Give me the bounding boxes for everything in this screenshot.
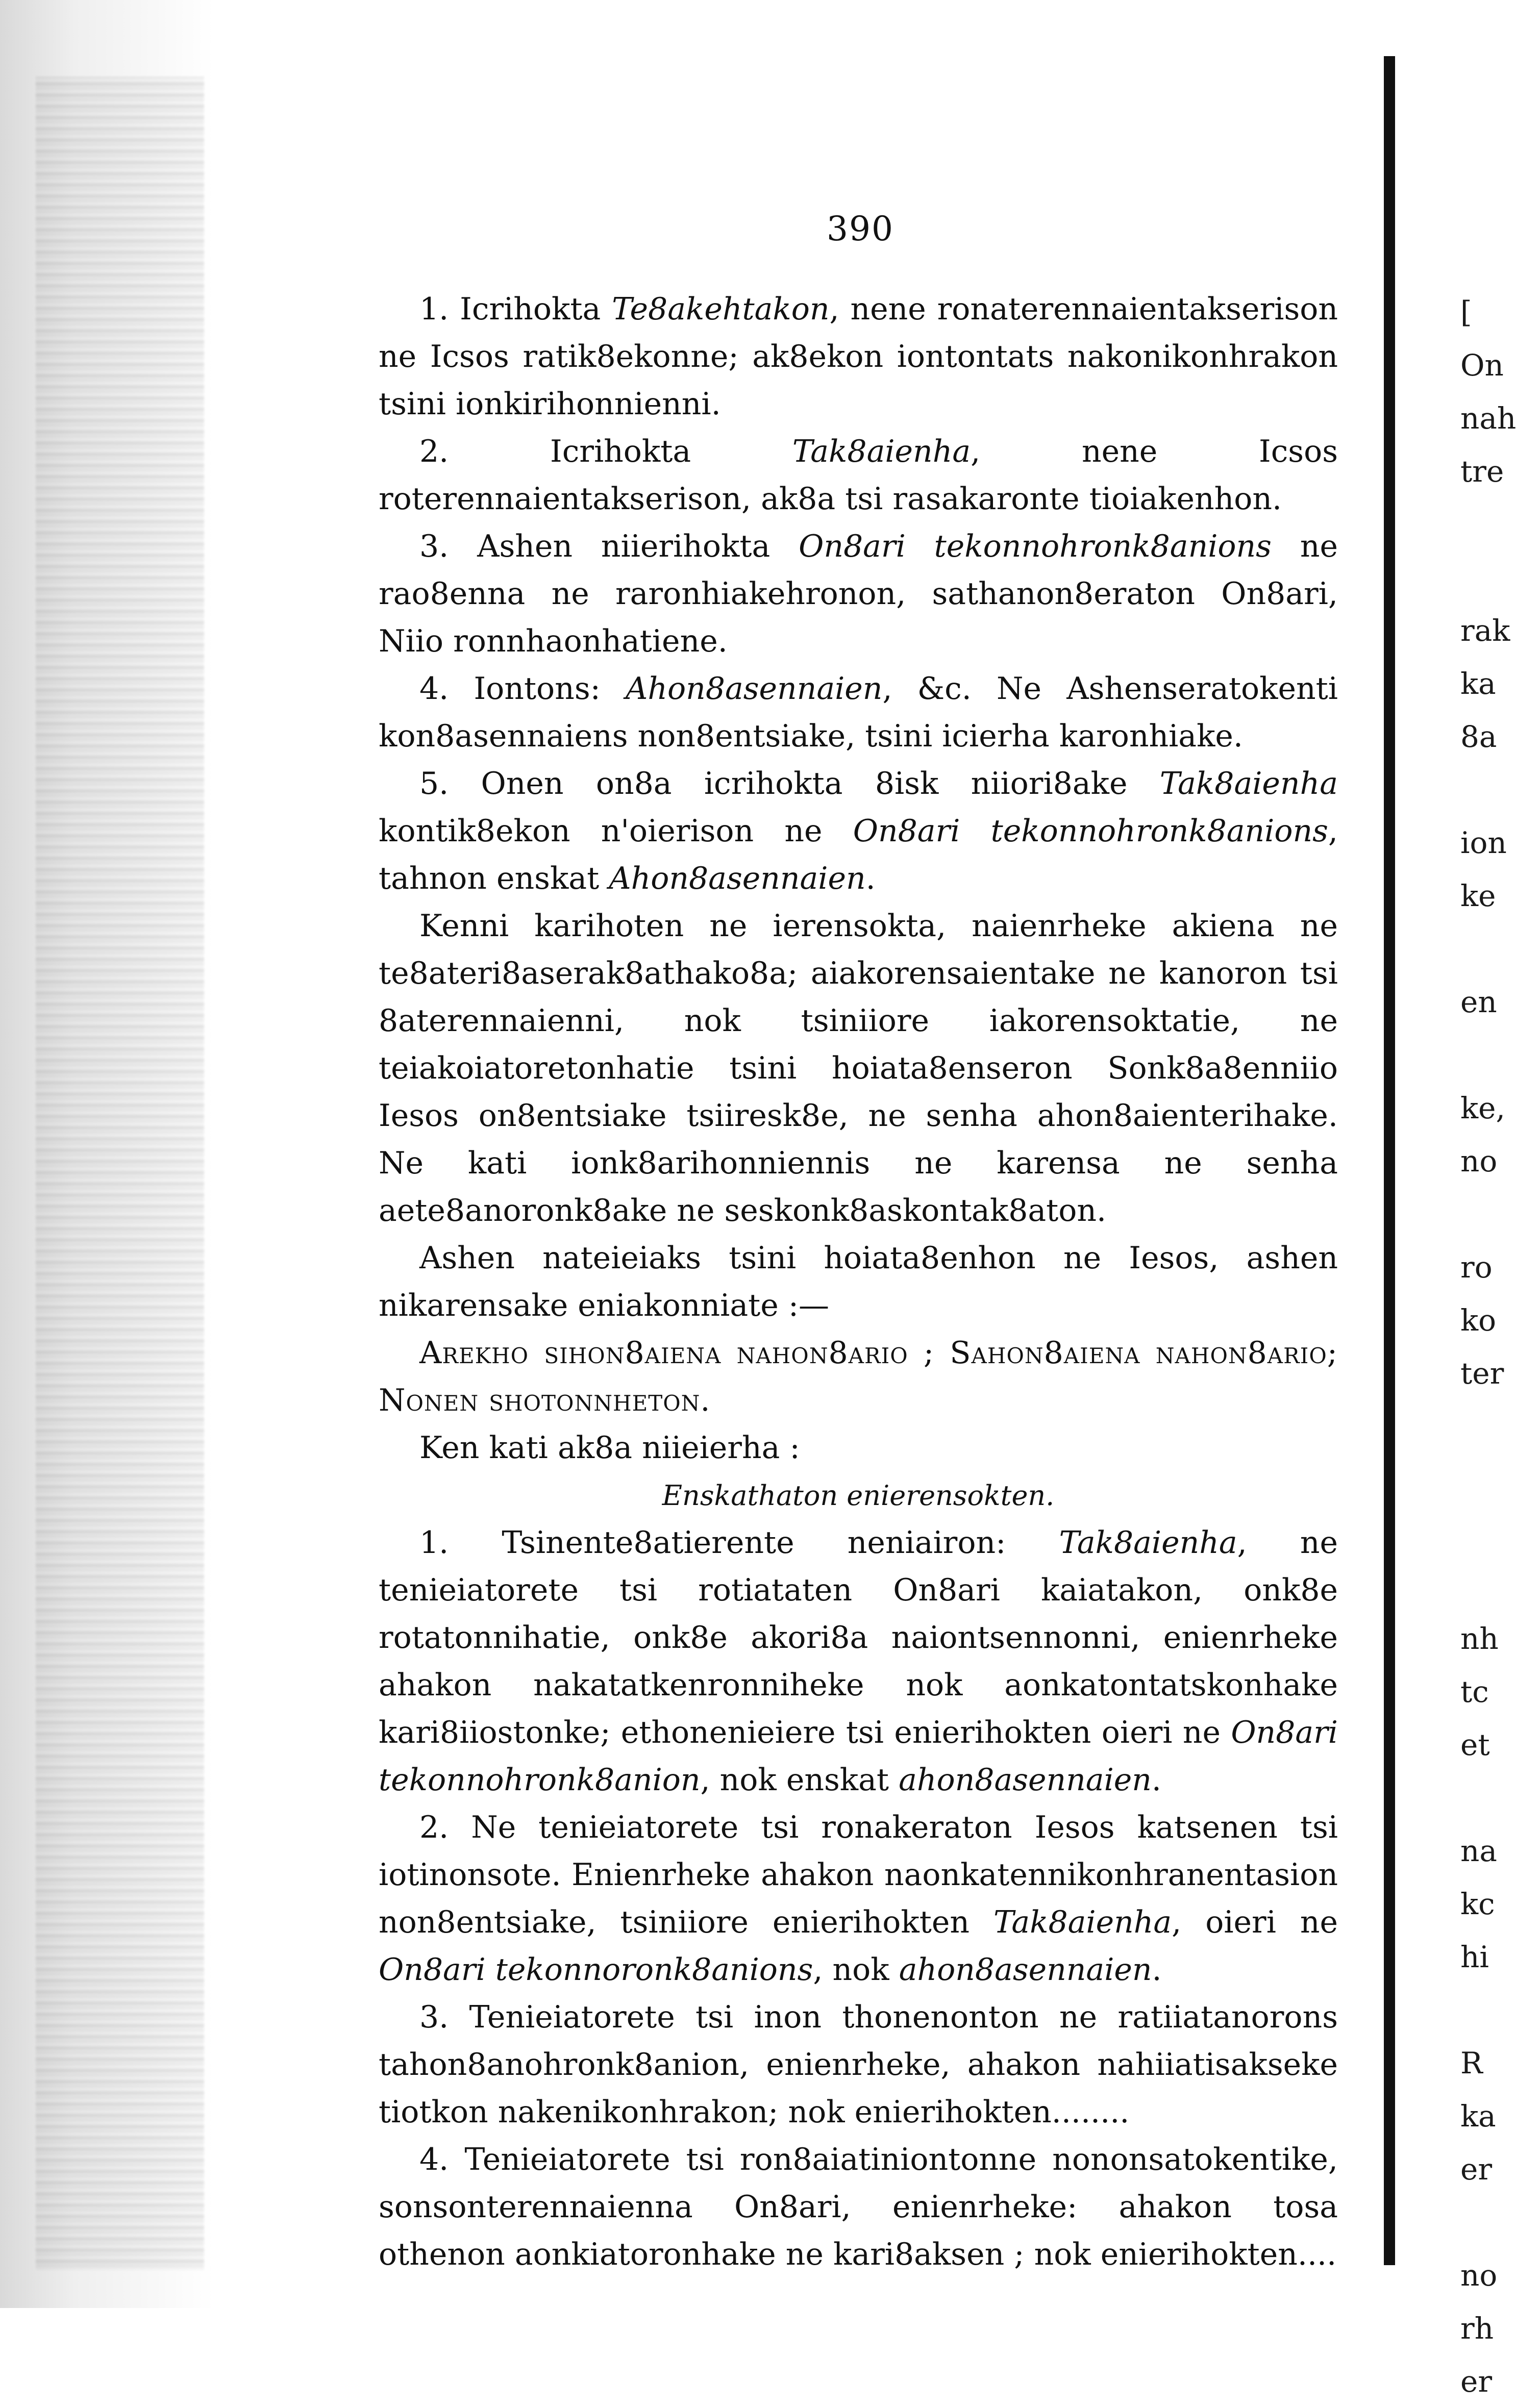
text-run: Ken kati ak8a niieierha : <box>419 1430 800 1466</box>
fragment-line: tc <box>1460 1674 1489 1709</box>
text-run: kontik8ekon n'oierison ne <box>379 813 853 849</box>
text-run: Ashen nateieiaks tsini hoiata8enhon ne Iesos, ashen nikarensake eniakonniate :— <box>379 1240 1338 1323</box>
page-number: 390 <box>827 209 894 248</box>
fragment-line: ka <box>1460 2099 1496 2134</box>
italic-term: Tak8aienha <box>993 1904 1172 1940</box>
italic-term: Ahon8asennaien <box>609 861 866 896</box>
fragment-line: ka <box>1460 666 1496 701</box>
text-run: 1. Tsinente8atierente neniairon: <box>419 1525 1059 1561</box>
text-run: 4. Iontons: <box>419 671 626 707</box>
paragraph-p6 <box>379 902 1338 1235</box>
text-run: , nene ronaterennaientakserison ne Icsos ratik8ekonne; ak8ekon iontontats nakonikonhrakon tsini ionkirihonnienni. <box>379 291 1338 422</box>
binding-gutter <box>0 0 214 2308</box>
paragraph-p14 <box>379 2136 1338 2278</box>
text-run: 2. Icrihokta <box>419 434 792 469</box>
italic-term: Tak8aienha <box>792 434 971 469</box>
fragment-line: no <box>1460 2258 1498 2293</box>
fragment-line: er <box>1460 2364 1493 2399</box>
text-run: , oieri ne <box>1172 1904 1338 1940</box>
fragment-line: [ <box>1460 295 1472 330</box>
text-run: ne rao8enna ne raronhiakehronon, sathanon8eraton On8ari, Niio ronnhaonhatiene. <box>379 529 1338 659</box>
fragment-line <box>1460 1188 1513 1241</box>
fragment-line: 8a <box>1460 719 1497 754</box>
fragment-line: R <box>1460 2046 1483 2080</box>
fragment-line: hi <box>1460 1940 1489 1974</box>
text-run: 3. Ashen niierihokta <box>419 529 799 564</box>
fragment-line <box>1460 1984 1513 2037</box>
paragraph-p3 <box>379 523 1338 665</box>
text-run: . <box>1152 1952 1162 1988</box>
text-run: 3. Tenieiatorete tsi inon thonenonton ne ratiiatanorons tahon8anohronk8anion, enienrheke, ahakon nahiiatisakseke tiotkon nakenikonhrakon; nok enierihokten........ <box>379 1999 1338 2130</box>
italic-term: Ahon8asennaien <box>626 671 883 707</box>
paragraph-p7 <box>379 1235 1338 1330</box>
text-run: 5. Onen on8a icrihokta 8isk niiori8ake <box>419 766 1160 801</box>
fragment-line <box>1460 1559 1513 1612</box>
text-run: Kenni karihoten ne ierensokta, naienrheke akiena ne te8ateri8aserak8athako8a; aiakorensaientake ne kanoron tsi 8aterennaienni, nok tsiniiore iakorensoktatie, ne teiakoiatoretonhatie tsini hoiata8enseron Sonk8a8enniio Iesos on8entsiake tsiiresk8e, ne senha ahon8aienterihake. Ne kati ionk8arihonniennis ne karensa ne senha aete8anoronk8ake ne seskonk8askontak8aton. <box>379 908 1338 1228</box>
paragraph-p4 <box>379 665 1338 760</box>
fragment-line: ro <box>1460 1250 1493 1285</box>
fragment-line <box>1460 1771 1513 1824</box>
fragment-line <box>1460 1400 1513 1453</box>
paragraph-p5 <box>379 760 1338 902</box>
text-run: , nok enskat <box>700 1762 899 1798</box>
page-body-text <box>379 286 1338 2278</box>
italic-term: On8ari tekonnohronk8anions <box>799 529 1272 564</box>
fragment-line: nah <box>1460 401 1516 436</box>
text-run: 1. Icrihokta <box>419 291 612 327</box>
paragraph-p10 <box>379 1472 1338 1519</box>
italic-term: On8ari tekonnoronk8anions <box>379 1952 813 1988</box>
italic-term: ahon8asennaien <box>899 1952 1152 1988</box>
italic-term: ahon8asennaien <box>899 1762 1152 1798</box>
fragment-line: ter <box>1460 1356 1504 1391</box>
adjacent-page-fragment <box>1460 286 1516 2399</box>
paragraph-p11 <box>379 1519 1338 1804</box>
fragment-line: na <box>1460 1834 1497 1868</box>
fragment-line: ke <box>1460 879 1496 913</box>
text-run: . <box>865 861 876 896</box>
fragment-line: tre <box>1460 454 1504 489</box>
fragment-line: ko <box>1460 1303 1497 1338</box>
fragment-line: et <box>1460 1727 1490 1762</box>
text-run: . <box>1151 1762 1161 1798</box>
fragment-line: rh <box>1460 2311 1494 2346</box>
text-run: , nok <box>813 1952 899 1988</box>
fragment-line <box>1460 922 1513 975</box>
gutter-shadow <box>36 77 204 2270</box>
paragraph-p8 <box>379 1330 1338 1424</box>
italic-term: Enskathaton enierensokten. <box>662 1479 1055 1512</box>
fragment-line <box>1460 1506 1513 1559</box>
paragraph-p9 <box>379 1424 1338 1472</box>
italic-term: On8ari tekonnohronk8anion <box>379 1715 1338 1798</box>
paragraph-p2 <box>379 428 1338 523</box>
fragment-line: ke, <box>1460 1091 1505 1125</box>
fragment-line <box>1460 763 1513 816</box>
fragment-line <box>1460 498 1513 551</box>
text-run: 4. Tenieiatorete tsi ron8aiatiniontonne nononsatokentike, sonsonterennaienna On8ari, enienrheke: ahakon tosa othenon aonkiatoronhake ne kari8aksen ; nok enierihokten.... <box>379 2142 1338 2272</box>
fragment-line <box>1460 1453 1513 1506</box>
italic-term: Tak8aienha <box>1059 1525 1237 1561</box>
fragment-line: rak <box>1460 613 1510 648</box>
text-run: Arekho sihon8aiena nahon8ario ; Sahon8aiena nahon8ario; Nonen shotonnheton. <box>379 1335 1338 1418</box>
text-run: , &c. Ne Ashenseratokenti kon8asennaiens non8entsiake, tsini icierha karonhiake. <box>379 671 1338 754</box>
fragment-line: nh <box>1460 1621 1499 1656</box>
fragment-line: ion <box>1460 825 1507 860</box>
fragment-line <box>1460 2196 1513 2249</box>
fragment-line: kc <box>1460 1887 1495 1921</box>
fragment-line: On <box>1460 348 1504 383</box>
text-run: , nene Icsos roterennaientakserison, ak8a tsi rasakaronte tioiakenhon. <box>379 434 1338 517</box>
text-run: , ne tenieiatorete tsi rotiataten On8ari kaiatakon, onk8e rotatonnihatie, onk8e akori8a naiontsennonni, enienrheke ahakon nakatatkenronniheke nok aonkatontatskonhake kari8iiostonke; ethonenieiere tsi enierihokten oieri ne <box>379 1525 1338 1750</box>
center-divider-rule <box>1384 56 1395 2265</box>
paragraph-p1 <box>379 286 1338 428</box>
italic-term: On8ari tekonnohronk8anions <box>853 813 1328 849</box>
fragment-line <box>1460 551 1513 604</box>
paragraph-p13 <box>379 1994 1338 2136</box>
italic-term: Tak8aienha <box>1159 766 1338 801</box>
fragment-line: er <box>1460 2152 1493 2187</box>
fragment-line: en <box>1460 985 1497 1019</box>
text-run: , tahnon enskat <box>379 813 1338 896</box>
fragment-line <box>1460 1029 1513 1082</box>
italic-term: Te8akehtakon <box>612 291 830 327</box>
paragraph-p12 <box>379 1804 1338 1994</box>
fragment-line: no <box>1460 1144 1498 1178</box>
text-run: 2. Ne tenieiatorete tsi ronakeraton Iesos katsenen tsi iotinonsote. Enienrheke ahakon naonkatennikonhranentasion non8entsiake, tsiniiore enierihokten <box>379 1810 1338 1940</box>
